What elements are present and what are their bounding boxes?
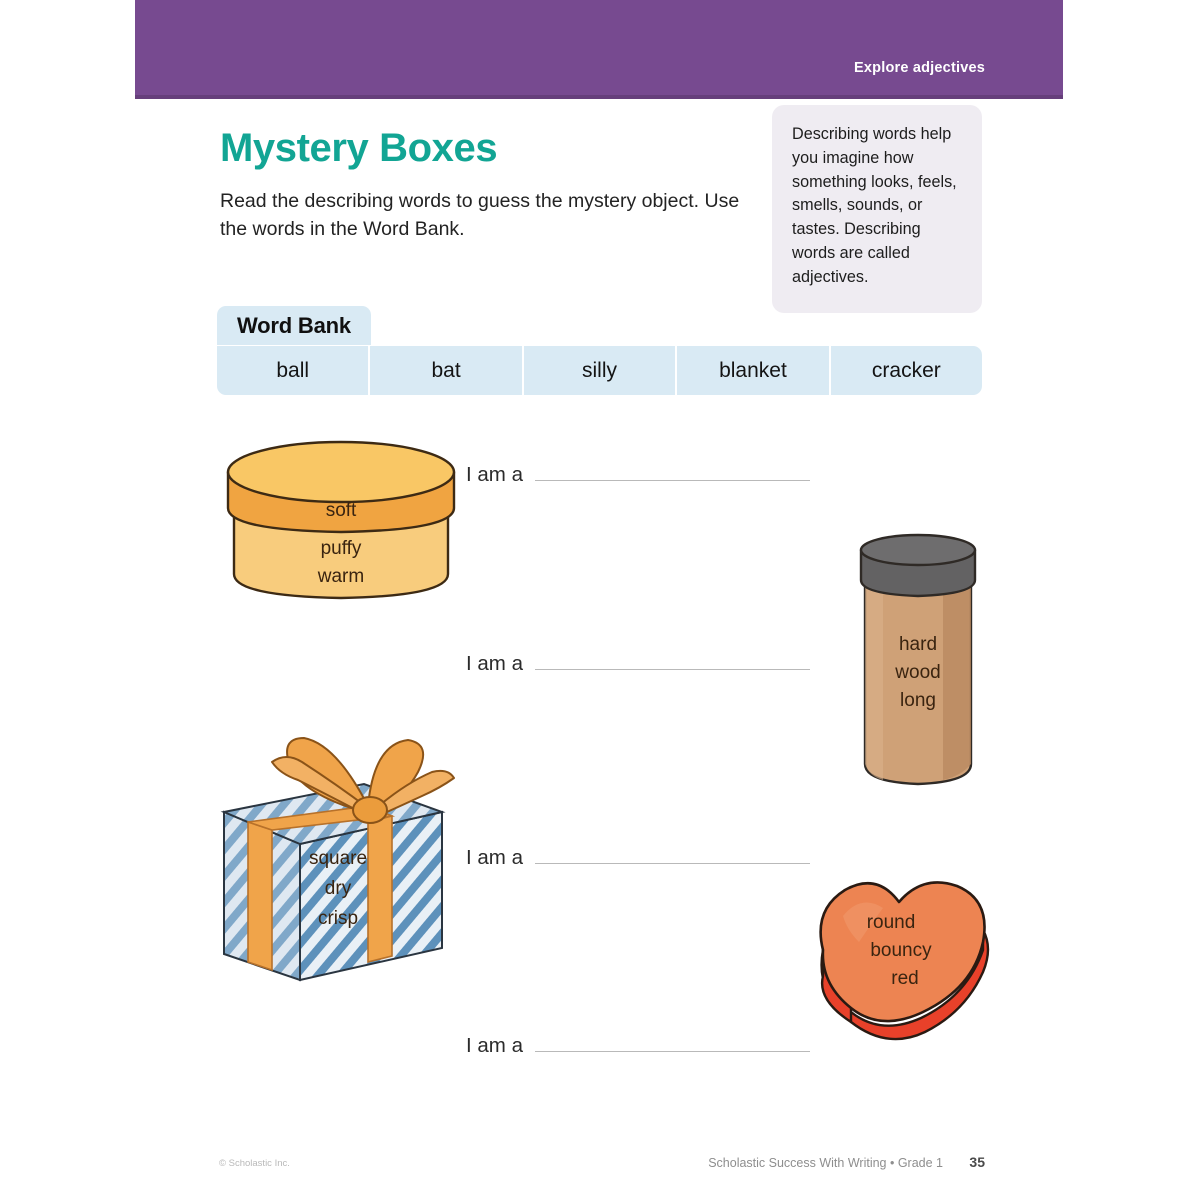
answer-line-1[interactable] (466, 463, 810, 487)
round-hat-box-icon (220, 436, 462, 618)
tip-callout-text: Describing words help you imagine how something looks, feels, smells, sounds, or tastes. Describing words are called adjectives. (792, 125, 957, 286)
answer-blank-3[interactable] (535, 861, 810, 864)
answer-blank-1[interactable] (535, 478, 810, 481)
footer-copyright: © Scholastic Inc. (219, 1158, 290, 1169)
answer-line-4[interactable] (466, 1034, 810, 1058)
answer-line-3[interactable] (466, 846, 810, 870)
footer-page-number: 35 (969, 1154, 985, 1170)
heart-box-word: red (891, 968, 919, 989)
tall-cylinder-box-word: long (900, 690, 936, 711)
tall-cylinder-box-icon (843, 528, 993, 790)
word-bank-item[interactable]: cracker (871, 358, 941, 382)
answer-prompt-label: I am a (466, 463, 523, 486)
word-bank-item[interactable]: bat (370, 346, 523, 395)
answer-line-2[interactable] (466, 652, 810, 676)
instructions-text: Read the describing words to guess the mystery object. Use the words in the Word Bank. (220, 190, 740, 240)
tip-callout-box (772, 105, 982, 313)
header-eyebrow-label: Explore adjectives (854, 60, 985, 76)
word-bank-item[interactable]: blanket (677, 346, 830, 395)
answer-blank-2[interactable] (535, 667, 810, 670)
answer-prompt-label: I am a (466, 1034, 523, 1057)
word-bank-label: Word Bank (217, 306, 371, 345)
answer-blank-4[interactable] (535, 1049, 810, 1052)
round-hat-box-word: soft (325, 500, 357, 521)
tall-cylinder-box-word: wood (895, 662, 941, 683)
round-hat-box-word: puffy (320, 538, 362, 559)
round-hat-box-word: warm (317, 566, 365, 587)
striped-gift-box-word: dry (324, 878, 352, 899)
heart-box-word: round (866, 912, 916, 933)
striped-gift-box-word: square (308, 848, 368, 869)
word-bank-row (217, 346, 982, 395)
word-bank-item[interactable]: silly (524, 346, 677, 395)
striped-gift-box-illustration (218, 718, 478, 990)
striped-gift-box-icon (218, 718, 478, 990)
header-band (135, 0, 1063, 99)
tall-cylinder-box-word: hard (898, 634, 938, 655)
header-band-shadow (135, 95, 1063, 99)
word-bank-item[interactable]: ball (217, 346, 370, 395)
heart-box-illustration (807, 872, 1003, 1048)
heart-box-word: bouncy (870, 940, 932, 961)
answer-prompt-label: I am a (466, 846, 523, 869)
tall-cylinder-box-illustration (843, 528, 993, 790)
answer-prompt-label: I am a (466, 652, 523, 675)
round-hat-box-illustration (220, 436, 462, 618)
worksheet-page (135, 0, 1063, 1200)
page-title: Mystery Boxes (220, 126, 498, 170)
heart-box-icon (807, 872, 1003, 1048)
footer-series-title: Scholastic Success With Writing • Grade 1 (708, 1156, 943, 1170)
striped-gift-box-word: crisp (317, 908, 359, 929)
